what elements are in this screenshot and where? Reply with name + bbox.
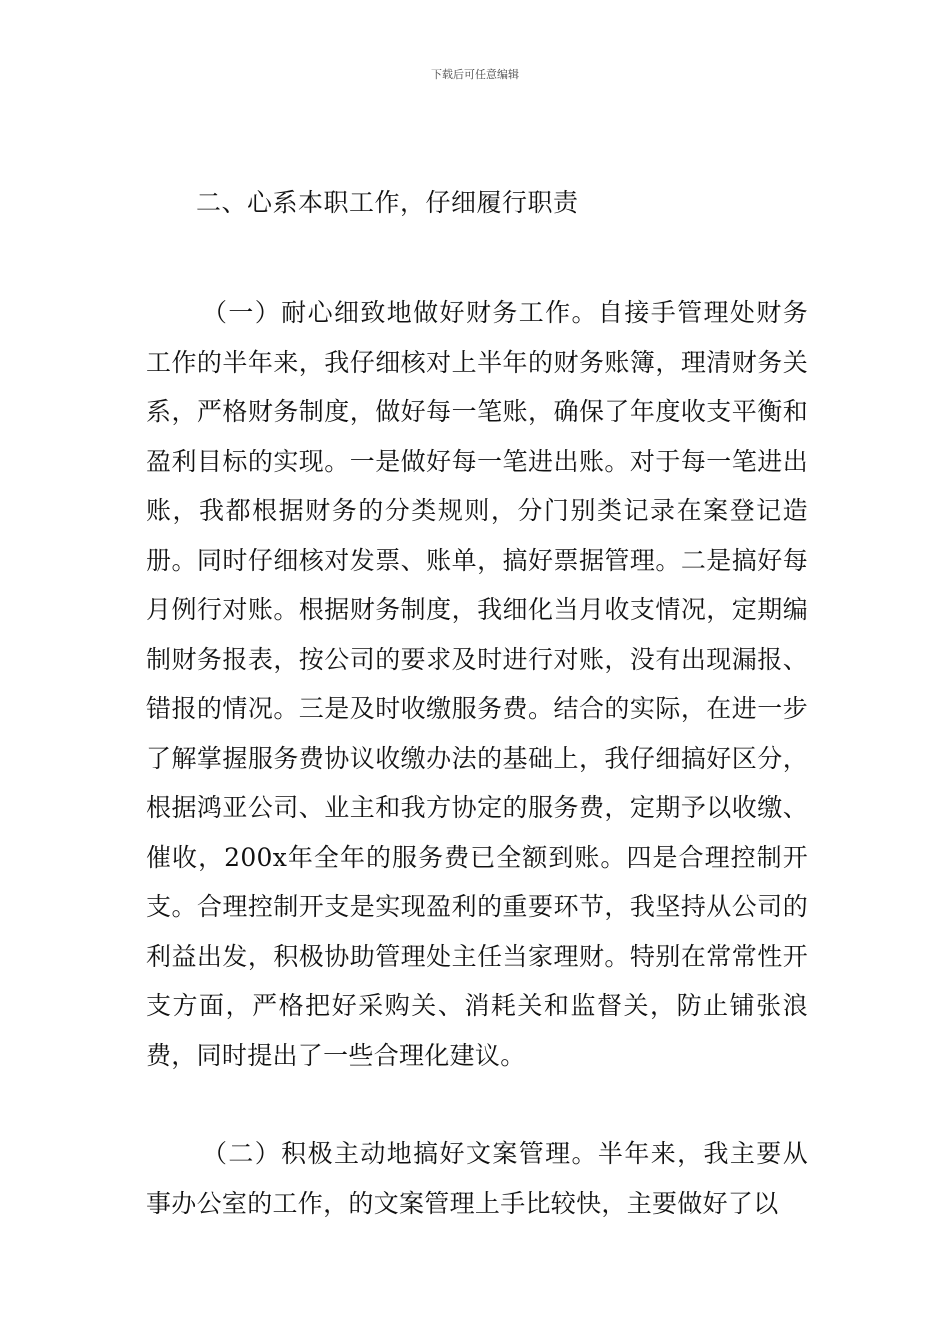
document-body	[146, 178, 808, 1228]
section-heading: 二、心系本职工作，仔细履行职责	[196, 188, 579, 217]
spacer	[146, 227, 808, 288]
paragraph-document-management: （二）积极主动地搞好文案管理。半年来，我主要从事办公室的工作，的文案管理上手比较快，主要做好了以	[146, 1139, 808, 1218]
page-header-note: 下载后可任意编辑	[431, 68, 519, 81]
paragraph-finance-work: （一）耐心细致地做好财务工作。自接手管理处财务工作的半年来，我仔细核对上半年的财务账簿，理清财务关系，严格财务制度，做好每一笔账，确保了年度收支平衡和盈利目标的实现。一是做好每一笔进出账。对于每一笔进出账，我都根据财务的分类规则，分门别类记录在案登记造册。同时仔细核对发票、账单，搞好票据管理。二是搞好每月例行对账。根据财务制度，我细化当月收支情况，定期编制财务报表，按公司的要求及时进行对账，没有出现漏报、错报的情况。三是及时收缴服务费。结合的实际，在进一步了解掌握服务费协议收缴办法的基础上，我仔细搞好区分，根据鸿亚公司、业主和我方协定的服务费，定期予以收缴、催收，200x年全年的服务费已全额到账。四是合理控制开支。合理控制开支是实现盈利的重要环节，我坚持从公司的利益出发，积极协助管理处主任当家理财。特别在常常性开支方面，严格把好采购关、消耗关和监督关，防止铺张浪费，同时提出了一些合理化建议。	[146, 298, 808, 1070]
spacer	[146, 1080, 808, 1129]
